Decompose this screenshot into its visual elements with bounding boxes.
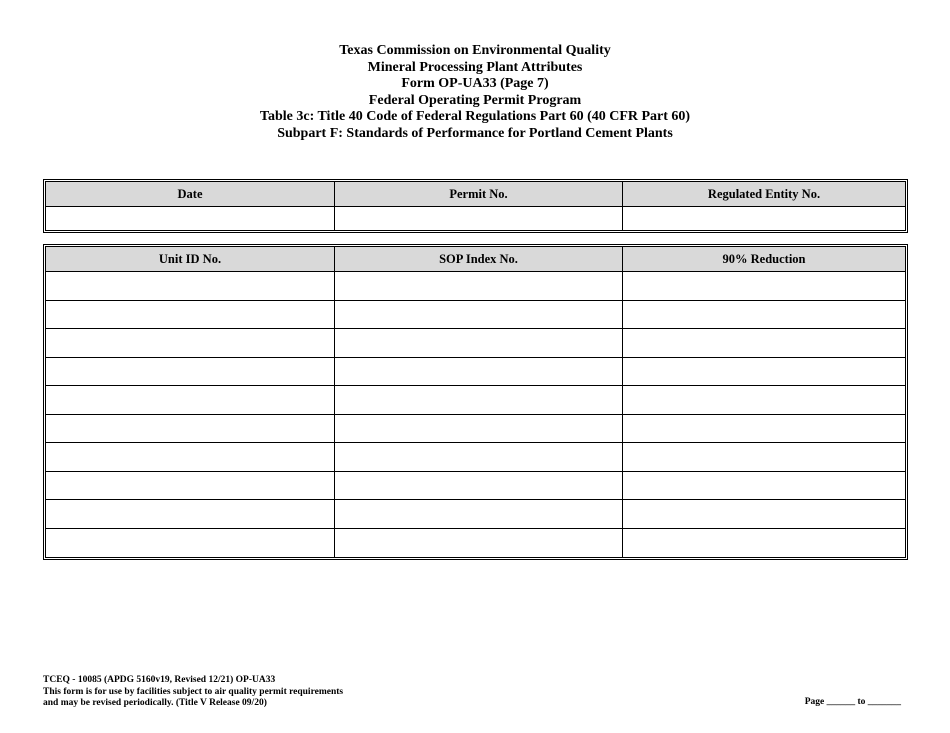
reduction-field[interactable] — [623, 529, 905, 558]
reduction-field[interactable] — [623, 386, 905, 415]
sop-index-field[interactable] — [335, 500, 623, 529]
table-row — [46, 500, 905, 529]
regulated-entity-column-header: Regulated Entity No. — [623, 182, 905, 207]
unit-id-field[interactable] — [46, 386, 335, 415]
reduction-field[interactable] — [623, 272, 905, 301]
reduction-field[interactable] — [623, 443, 905, 472]
unit-id-field[interactable] — [46, 443, 335, 472]
sop-index-field[interactable] — [335, 272, 623, 301]
unit-id-field[interactable] — [46, 500, 335, 529]
unit-id-field[interactable] — [46, 329, 335, 358]
page-number: Page ______ to _______ — [804, 697, 901, 707]
reduction-field[interactable] — [623, 301, 905, 330]
form-number: Form OP-UA33 (Page 7) — [401, 76, 549, 92]
unit-id-field[interactable] — [46, 529, 335, 558]
sop-index-field[interactable] — [335, 472, 623, 501]
unit-id-field[interactable] — [46, 272, 335, 301]
sop-index-field[interactable] — [335, 529, 623, 558]
table-row — [46, 443, 905, 472]
sop-index-field[interactable] — [335, 415, 623, 444]
table-row — [46, 329, 905, 358]
form-header — [0, 43, 950, 143]
unit-id-field[interactable] — [46, 472, 335, 501]
table-row — [46, 472, 905, 501]
program-name: Federal Operating Permit Program — [368, 92, 582, 108]
unit-table-header-row — [46, 247, 905, 272]
unit-id-field[interactable] — [46, 415, 335, 444]
usage-note-line: This form is for use by facilities subject to air quality permit requirements — [43, 686, 344, 697]
sop-index-column-header: SOP Index No. — [335, 247, 623, 272]
reduction-column-header: 90% Reduction — [623, 247, 905, 272]
subpart-title: Subpart F: Standards of Performance for Portland Cement Plants — [277, 125, 673, 141]
unit-id-column-header: Unit ID No. — [46, 247, 335, 272]
table-row — [46, 529, 905, 558]
permit-no-column-header: Permit No. — [335, 182, 623, 207]
permit-no-field[interactable] — [335, 207, 623, 230]
revision-note-line: and may be revised periodically. (Title V Release 09/20) — [43, 698, 267, 708]
sop-index-field[interactable] — [335, 386, 623, 415]
agency-title: Texas Commission on Environmental Quality — [339, 43, 611, 58]
reduction-field[interactable] — [623, 500, 905, 529]
form-footer — [43, 675, 343, 710]
sop-index-field[interactable] — [335, 329, 623, 358]
reduction-field[interactable] — [623, 358, 905, 387]
table-row — [46, 358, 905, 387]
date-field[interactable] — [46, 207, 335, 230]
date-column-header: Date — [46, 182, 335, 207]
sop-index-field[interactable] — [335, 443, 623, 472]
reduction-field[interactable] — [623, 415, 905, 444]
unit-table — [43, 244, 908, 560]
table-row — [46, 386, 905, 415]
table-row — [46, 301, 905, 330]
reduction-field[interactable] — [623, 472, 905, 501]
form-id-line: TCEQ - 10085 (APDG 5160v19, Revised 12/21) OP-UA33 — [43, 675, 276, 685]
permit-info-table — [43, 179, 908, 233]
permit-info-row — [46, 207, 905, 230]
table-row — [46, 272, 905, 301]
table-row — [46, 415, 905, 444]
reduction-field[interactable] — [623, 329, 905, 358]
permit-info-header-row — [46, 182, 905, 207]
table-title: Table 3c: Title 40 Code of Federal Regulations Part 60 (40 CFR Part 60) — [259, 109, 691, 125]
sop-index-field[interactable] — [335, 358, 623, 387]
unit-id-field[interactable] — [46, 301, 335, 330]
regulated-entity-field[interactable] — [623, 207, 905, 230]
form-subject: Mineral Processing Plant Attributes — [367, 59, 583, 75]
sop-index-field[interactable] — [335, 301, 623, 330]
unit-id-field[interactable] — [46, 358, 335, 387]
